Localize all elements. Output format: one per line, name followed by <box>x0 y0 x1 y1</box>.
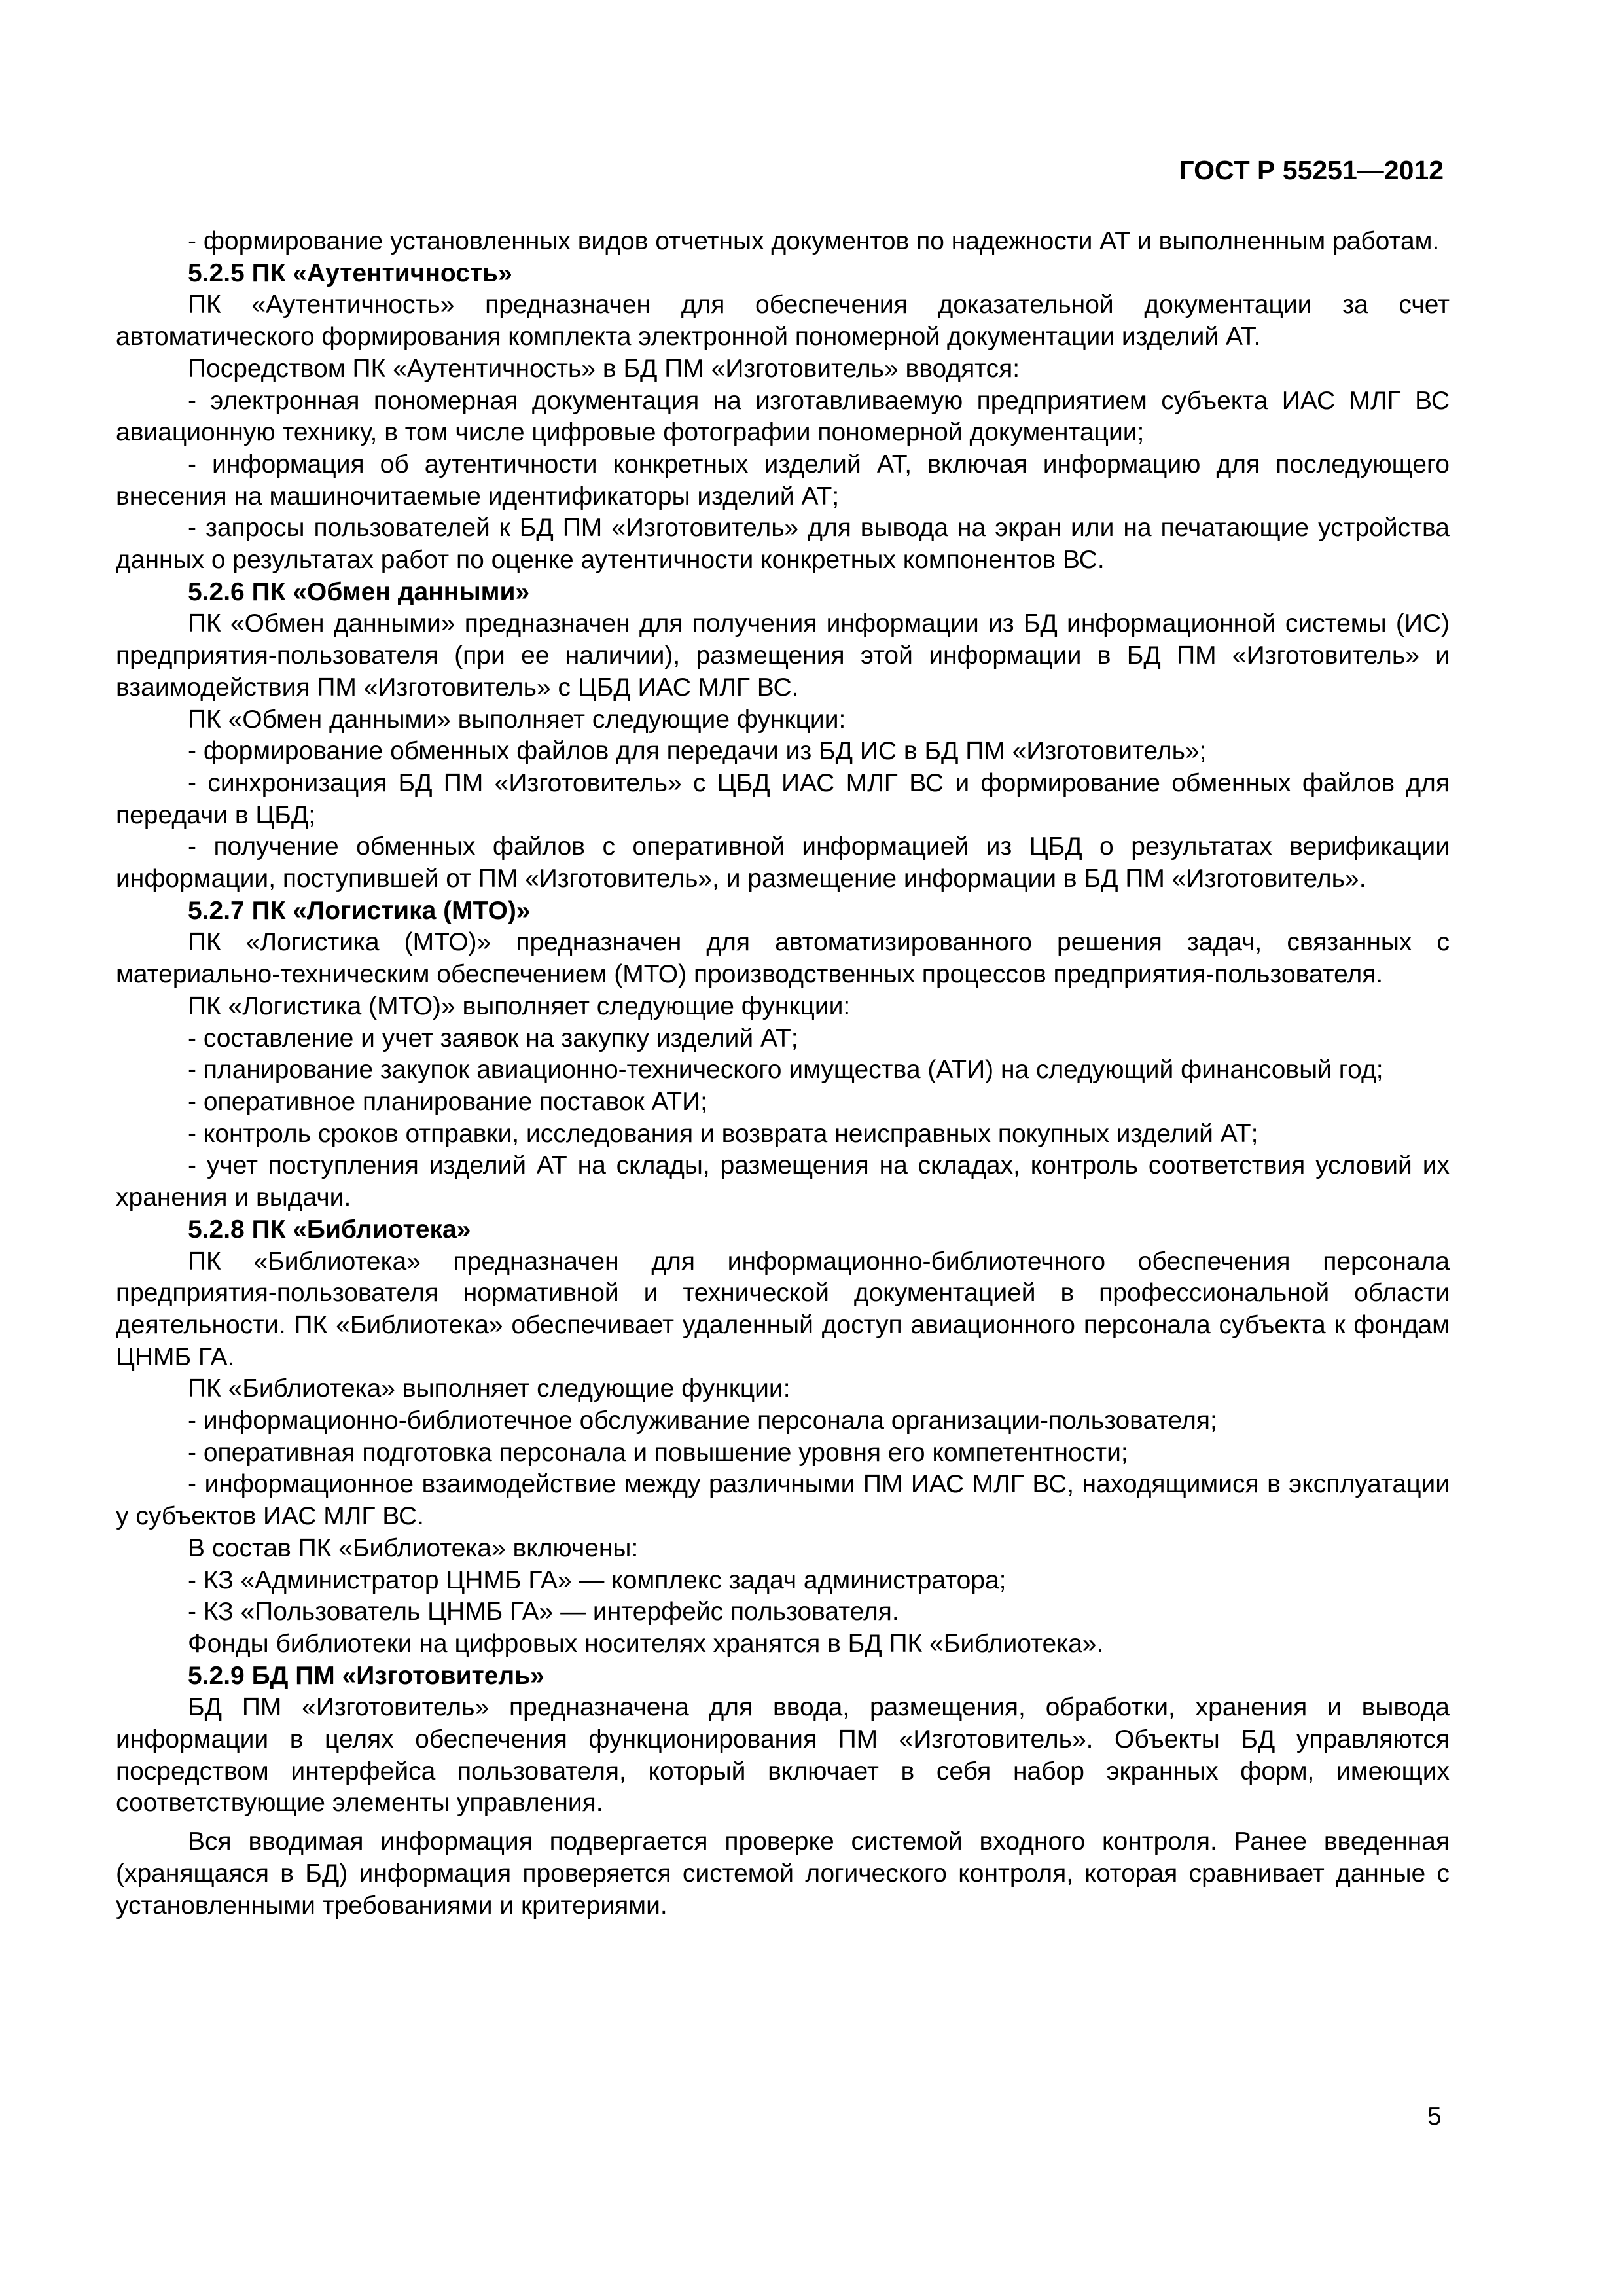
paragraph: - формирование установленных видов отчетных документов по надежности АТ и выполненным работам. <box>188 227 1440 255</box>
section-heading: 5.2.9 БД ПМ «Изготовитель» <box>188 1661 544 1690</box>
paragraph: Посредством ПК «Аутентичность» в БД ПМ «Изготовитель» вводятся: <box>188 354 1020 383</box>
section-heading: 5.2.6 ПК «Обмен данными» <box>188 577 530 606</box>
paragraph: - контроль сроков отправки, исследования и возврата неисправных покупных изделий АТ; <box>188 1119 1258 1148</box>
paragraph: - оперативная подготовка персонала и повышение уровня его компетентности; <box>188 1438 1128 1467</box>
paragraph: - информационное взаимодействие между различными ПМ ИАС МЛГ ВС, находящимися в эксплуатации у субъектов ИАС МЛГ ВС. <box>116 1470 1450 1531</box>
paragraph: - учет поступления изделий АТ на склады, размещения на складах, контроль соответствия условий их хранения и выдачи. <box>116 1151 1450 1212</box>
paragraph: - электронная пономерная документация на изготавливаемую предприятием субъекта ИАС МЛГ ВС авиационную технику, в том числе цифровые фотографии пономерной документации; <box>116 386 1450 447</box>
paragraph: - КЗ «Администратор ЦНМБ ГА» — комплекс задач администратора; <box>188 1566 1007 1594</box>
paragraph: ПК «Библиотека» предназначен для информационно-библиотечного обеспечения персонала предприятия-пользователя нормативной и технической документацией в профессиональной области деятельности. ПК «Библиотека» обеспечивает удаленный доступ авиационного персонала субъекта к фондам ЦНМБ ГА. <box>116 1247 1450 1371</box>
paragraph: ПК «Обмен данными» выполняет следующие функции: <box>188 705 846 734</box>
document-body <box>116 226 1450 1922</box>
paragraph: - информационно-библиотечное обслуживание персонала организации-пользователя; <box>188 1407 1217 1435</box>
paragraph: - получение обменных файлов с оперативной информацией из ЦБД о результатах верификации информации, поступившей от ПМ «Изготовитель», и размещение информации в БД ПМ «Изготовитель». <box>116 833 1450 893</box>
paragraph: ПК «Обмен данными» предназначен для получения информации из БД информационной системы (ИС) предприятия-пользователя (при ее наличии), размещения этой информации в БД ПМ «Изготовитель» и взаимодействия ПМ «Изготовитель» с ЦБД ИАС МЛГ ВС. <box>116 609 1450 702</box>
paragraph: - КЗ «Пользователь ЦНМБ ГА» — интерфейс пользователя. <box>188 1598 899 1626</box>
document-code: ГОСТ Р 55251—2012 <box>1179 155 1444 185</box>
paragraph: - формирование обменных файлов для передачи из БД ИС в БД ПМ «Изготовитель»; <box>188 737 1207 766</box>
paragraph: ПК «Аутентичность» предназначен для обеспечения доказательной документации за счет автоматического формирования комплекта электронной пономерной документации изделий АТ. <box>116 291 1450 351</box>
paragraph: - запросы пользователей к БД ПМ «Изготовитель» для вывода на экран или на печатающие устройства данных о результатах работ по оценке аутентичности конкретных компонентов ВС. <box>116 514 1450 575</box>
paragraph: БД ПМ «Изготовитель» предназначена для ввода, размещения, обработки, хранения и вывода информации в целях обеспечения функционирования ПМ «Изготовитель». Объекты БД управляются посредством интерфейса пользователя, который включает в себя набор экранных форм, имеющих соответствующие элементы управления. <box>116 1693 1450 1818</box>
paragraph: ПК «Логистика (МТО)» выполняет следующие функции: <box>188 992 851 1020</box>
section-heading: 5.2.7 ПК «Логистика (МТО)» <box>188 896 531 925</box>
paragraph: Фонды библиотеки на цифровых носителях хранятся в БД ПК «Библиотека». <box>188 1629 1104 1658</box>
paragraph: - составление и учет заявок на закупку изделий АТ; <box>188 1024 798 1052</box>
section-heading: 5.2.5 ПК «Аутентичность» <box>188 259 512 287</box>
paragraph: - планирование закупок авиационно-технического имущества (АТИ) на следующий финансовый год; <box>188 1056 1383 1085</box>
paragraph: Вся вводимая информация подвергается проверке системой входного контроля. Ранее введенная (хранящаяся в БД) информация проверяется системой логического контроля, которая сравнивает данные с установленными требованиями и критериями. <box>116 1827 1450 1920</box>
paragraph: ПК «Библиотека» выполняет следующие функции: <box>188 1374 791 1403</box>
page-number: 5 <box>1427 2102 1442 2130</box>
paragraph: - оперативное планирование поставок АТИ; <box>188 1087 707 1116</box>
paragraph: В состав ПК «Библиотека» включены: <box>188 1534 639 1562</box>
section-heading: 5.2.8 ПК «Библиотека» <box>188 1215 471 1244</box>
paragraph: - информация об аутентичности конкретных изделий АТ, включая информацию для последующего внесения на машиночитаемые идентификаторы изделий АТ; <box>116 450 1450 511</box>
paragraph: ПК «Логистика (МТО)» предназначен для автоматизированного решения задач, связанных с материально-техническим обеспечением (МТО) производственных процессов предприятия-пользователя. <box>116 928 1450 989</box>
paragraph: - синхронизация БД ПМ «Изготовитель» с ЦБД ИАС МЛГ ВС и формирование обменных файлов для передачи в ЦБД; <box>116 768 1450 829</box>
